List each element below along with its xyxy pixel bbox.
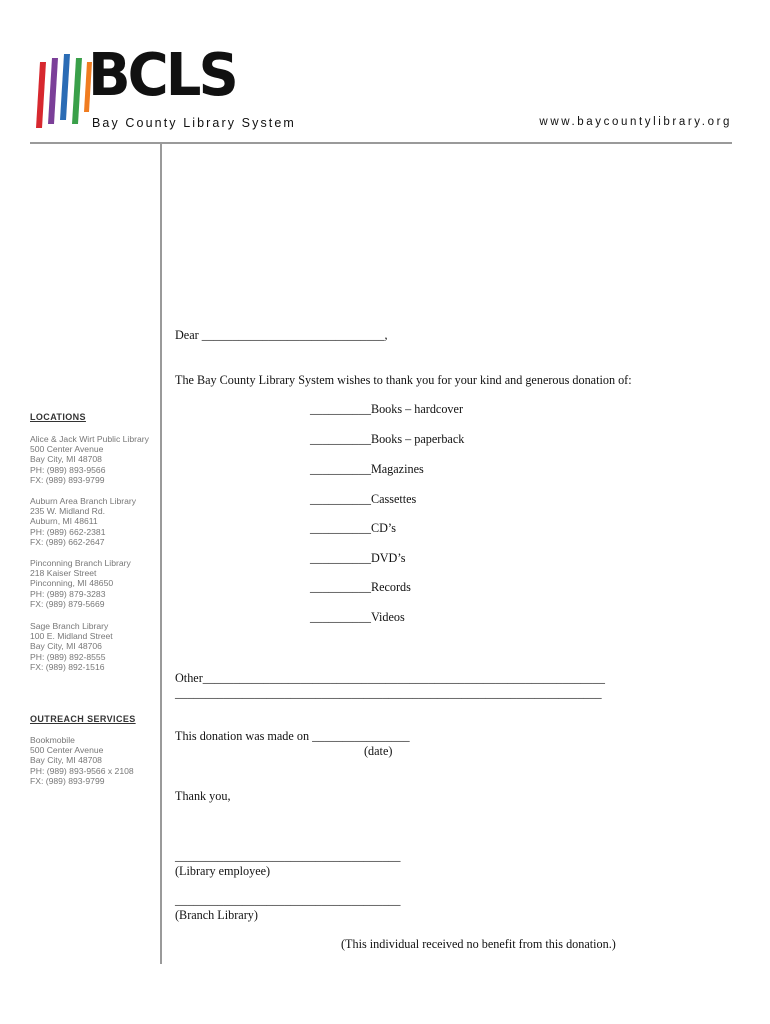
- outreach-city: Bay City, MI 48708: [30, 755, 102, 766]
- location-city: Pinconning, MI 48650: [30, 578, 114, 589]
- logo-subtitle: Bay County Library System: [92, 116, 296, 130]
- donation-item: __________Magazines: [310, 462, 424, 476]
- location-street: 235 W. Midland Rd.: [30, 506, 105, 517]
- employee-label: (Library employee): [175, 864, 271, 878]
- location-phone: PH: (989) 879-3283: [30, 588, 106, 599]
- outreach-fax: FX: (989) 893-9799: [30, 775, 105, 786]
- donation-item: __________Books – paperback: [310, 432, 465, 446]
- location-name: Pinconning Branch Library: [30, 558, 131, 568]
- logo-stripe-purple: [48, 58, 58, 124]
- location-city: Bay City, MI 48708: [30, 454, 102, 465]
- intro-text: The Bay County Library System wishes to thank you for your kind and generous donation of:: [175, 373, 632, 387]
- outreach-name: Bookmobile: [30, 735, 75, 745]
- outreach-block: [30, 735, 158, 786]
- branch-signature-line: _____________________________________: [175, 893, 401, 907]
- location-fax: FX: (989) 892-1516: [30, 661, 105, 672]
- donation-item: __________Books – hardcover: [310, 402, 463, 416]
- donation-item: __________CD’s: [310, 521, 396, 535]
- employee-signature-line: _____________________________________: [175, 849, 401, 863]
- donation-item: __________Records: [310, 580, 411, 594]
- location-block: [30, 621, 158, 672]
- location-name: Auburn Area Branch Library: [30, 496, 137, 506]
- logo-stripe-blue: [60, 54, 70, 120]
- location-block: [30, 558, 158, 609]
- outreach-street: 500 Center Avenue: [30, 745, 104, 756]
- location-fax: FX: (989) 893-9799: [30, 474, 105, 485]
- location-block: [30, 496, 158, 547]
- location-block: [30, 434, 158, 485]
- closing: Thank you,: [175, 789, 231, 803]
- sidebar-divider: [160, 142, 162, 964]
- location-street: 218 Kaiser Street: [30, 568, 97, 579]
- other-line: Other__________________________________________________________________: [175, 671, 605, 685]
- location-name: Alice & Jack Wirt Public Library: [30, 434, 149, 444]
- location-street: 100 E. Midland Street: [30, 631, 113, 642]
- salutation: Dear ______________________________,: [175, 328, 388, 342]
- location-phone: PH: (989) 662-2381: [30, 526, 106, 537]
- locations-heading: LOCATIONS: [30, 412, 86, 422]
- location-street: 500 Center Avenue: [30, 444, 104, 455]
- location-fax: FX: (989) 662-2647: [30, 536, 105, 547]
- location-name: Sage Branch Library: [30, 621, 109, 631]
- donation-date-line: This donation was made on ________________: [175, 729, 410, 743]
- logo-text: BCLS: [88, 41, 236, 110]
- location-phone: PH: (989) 892-8555: [30, 651, 106, 662]
- website-url[interactable]: www.baycountylibrary.org: [539, 116, 732, 128]
- outreach-phone: PH: (989) 893-9566 x 2108: [30, 765, 134, 776]
- logo-stripes: [32, 52, 92, 132]
- branch-label: (Branch Library): [175, 908, 258, 922]
- logo-stripe-red: [36, 62, 46, 128]
- outreach-heading: OUTREACH SERVICES: [30, 714, 136, 724]
- donation-item: __________DVD’s: [310, 551, 406, 565]
- location-fax: FX: (989) 879-5669: [30, 598, 105, 609]
- logo-stripe-green: [72, 58, 82, 124]
- location-city: Auburn, MI 48611: [30, 516, 98, 527]
- location-city: Bay City, MI 48706: [30, 641, 102, 652]
- other-line-continued: ______________________________________________________________________: [175, 686, 602, 700]
- location-phone: PH: (989) 893-9566: [30, 464, 106, 475]
- date-label: (date): [364, 744, 393, 758]
- header-divider: [30, 142, 732, 144]
- disclaimer: (This individual received no benefit from this donation.): [341, 937, 616, 951]
- donation-item: __________Cassettes: [310, 492, 417, 506]
- donation-item: __________Videos: [310, 610, 405, 624]
